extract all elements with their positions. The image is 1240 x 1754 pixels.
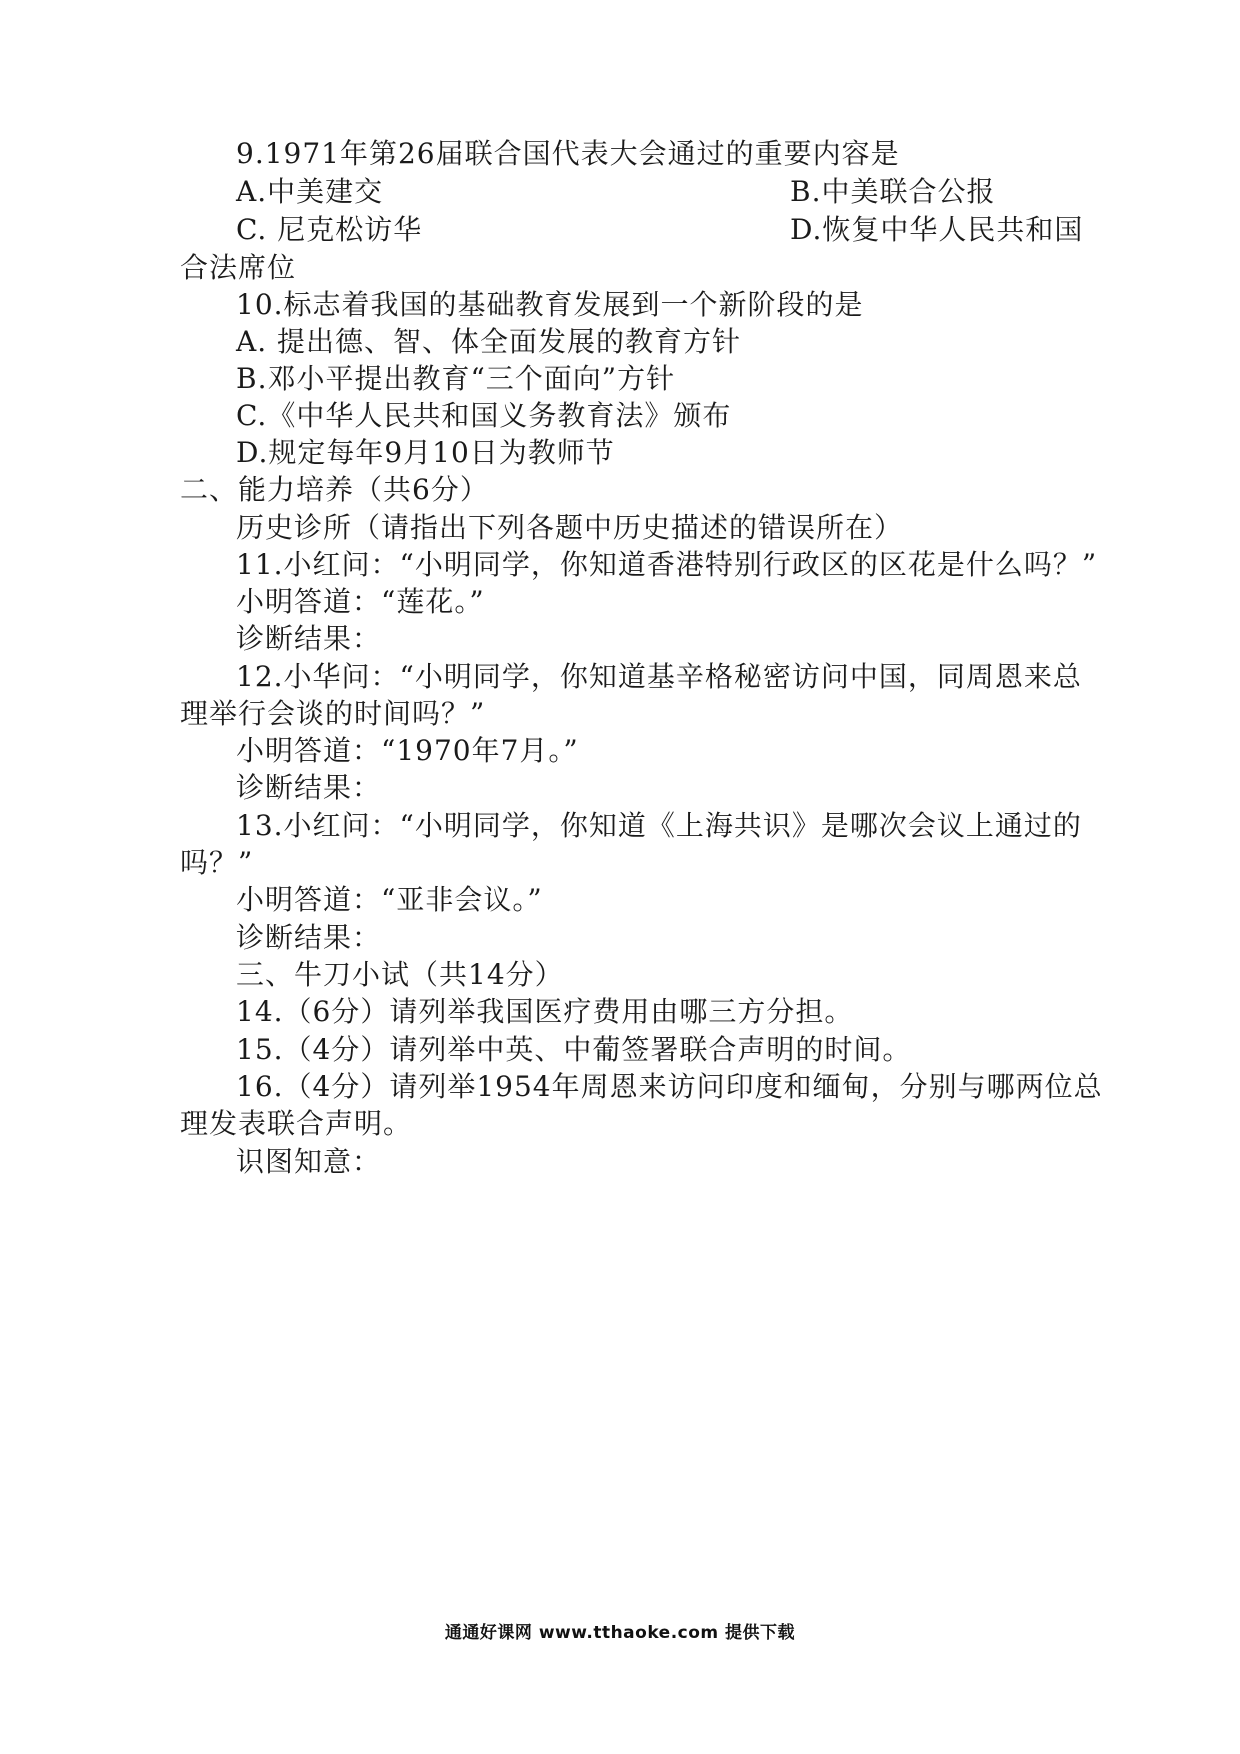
- section-2-intro: 历史诊所（请指出下列各题中历史描述的错误所在）: [236, 511, 904, 544]
- q12-diagnosis: 诊断结果：: [236, 771, 382, 804]
- q16-text: 16.（4分）请列举1954年周恩来访问印度和缅甸，分别与哪两位总: [236, 1070, 1103, 1103]
- q15-text: 15.（4分）请列举中英、中葡签署联合声明的时间。: [236, 1033, 912, 1066]
- q11-question: 11.小红问：“小明同学，你知道香港特别行政区的区花是什么吗？”: [236, 548, 1098, 581]
- q12-answer: 小明答道：“1970年7月。”: [236, 734, 579, 767]
- q9-option-d: D.恢复中华人民共和国: [790, 213, 1084, 246]
- q13-answer: 小明答道：“亚非会议。”: [236, 883, 543, 916]
- q13-question: 13.小红问：“小明同学，你知道《上海共识》是哪次会议上通过的: [236, 809, 1082, 842]
- q9-option-a: A.中美建交: [236, 175, 384, 208]
- section-2-heading: 二、能力培养（共6分）: [180, 473, 489, 506]
- q9-option-c: C. 尼克松访华: [236, 213, 423, 246]
- q9-stem: 9.1971年第26届联合国代表大会通过的重要内容是: [236, 137, 900, 170]
- q11-diagnosis: 诊断结果：: [236, 622, 382, 655]
- q13-question-continued: 吗？”: [180, 846, 254, 879]
- q16-text-continued: 理发表联合声明。: [180, 1107, 413, 1140]
- section-3-heading: 三、牛刀小试（共14分）: [236, 958, 564, 991]
- q10-option-a: A. 提出德、智、体全面发展的教育方针: [236, 325, 742, 358]
- q10-option-b: B.邓小平提出教育“三个面向”方针: [236, 362, 676, 395]
- q12-question-continued: 理举行会谈的时间吗？”: [180, 697, 486, 730]
- q14-text: 14.（6分）请列举我国医疗费用由哪三方分担。: [236, 995, 854, 1028]
- page-footer: 通通好课网 www.tthaoke.com 提供下载: [444, 1623, 796, 1643]
- map-section-label: 识图知意：: [236, 1145, 382, 1178]
- q9-option-b: B.中美联合公报: [790, 175, 996, 208]
- q10-stem: 10.标志着我国的基础教育发展到一个新阶段的是: [236, 288, 864, 321]
- q10-option-c: C.《中华人民共和国义务教育法》颁布: [236, 399, 732, 432]
- q12-question: 12.小华问：“小明同学，你知道基辛格秘密访问中国，同周恩来总: [236, 660, 1082, 693]
- q9-option-d-continued: 合法席位: [180, 251, 297, 284]
- q11-answer: 小明答道：“莲花。”: [236, 585, 485, 618]
- q10-option-d: D.规定每年9月10日为教师节: [236, 436, 615, 469]
- q13-diagnosis: 诊断结果：: [236, 921, 382, 954]
